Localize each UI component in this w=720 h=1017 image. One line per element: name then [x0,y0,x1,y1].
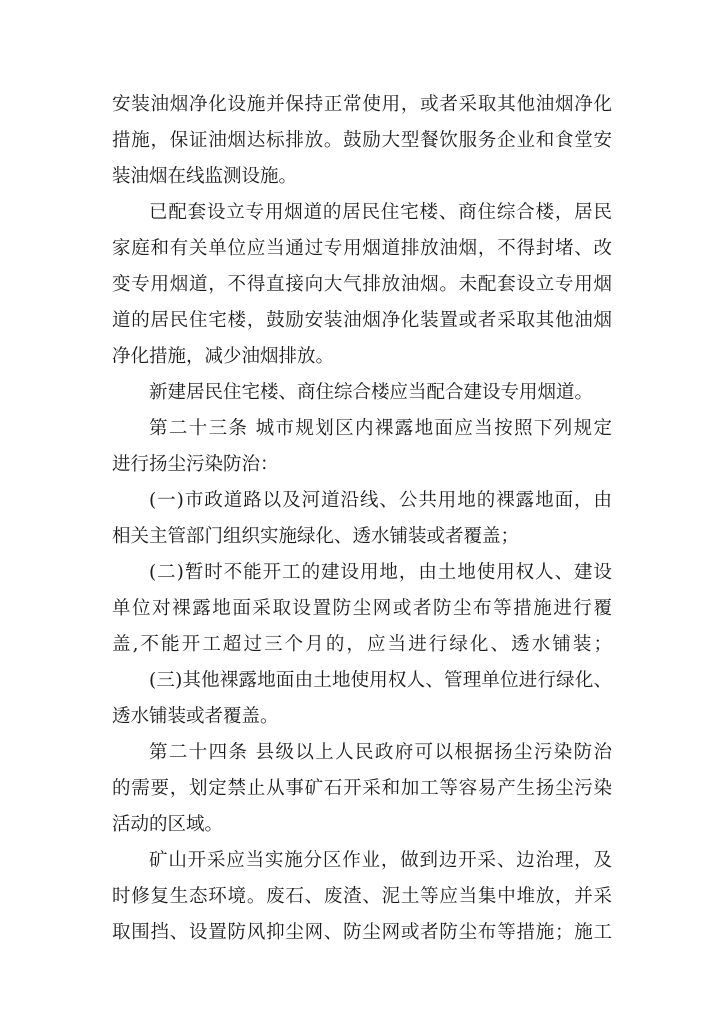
text-line: 净化措施，减少油烟排放。 [112,346,335,367]
article-heading-23: 第二十三条 城市规划区内裸露地面应当按照下列规定 [149,418,612,439]
text-line: 新建居民住宅楼、商住综合楼应当配合建设专用烟道。 [149,382,594,403]
text-line: 时修复生态环境。废石、废渣、泥土等应当集中堆放，并采 [112,886,612,907]
text-line: 措施，保证油烟达标排放。鼓励大型餐饮服务企业和食堂安 [112,130,612,151]
text-line: 已配套设立专用烟道的居民住宅楼、商住综合楼，居民 [149,202,612,223]
text-line: 家庭和有关单位应当通过专用烟道排放油烟，不得封堵、改 [112,238,612,259]
text-line: 道的居民住宅楼，鼓励安装油烟净化装置或者采取其他油烟 [112,310,612,331]
article-heading-24: 第二十四条 县级以上人民政府可以根据扬尘污染防治 [149,742,612,763]
text-line: 透水铺装或者覆盖。 [112,706,279,727]
text-line: 变专用烟道，不得直接向大气排放油烟。未配套设立专用烟 [112,274,612,295]
text-line: 的需要，划定禁止从事矿石开采和加工等容易产生扬尘污染 [112,778,612,799]
text-line: 盖,不能开工超过三个月的，应当进行绿化、透水铺装； [112,634,612,655]
text-line: 进行扬尘污染防治： [112,454,279,475]
text-line: 矿山开采应当实施分区作业，做到边开采、边治理，及 [149,850,612,871]
text-line: 活动的区域。 [112,814,224,835]
text-line: 单位对裸露地面采取设置防尘网或者防尘布等措施进行覆 [112,598,612,619]
text-line: 取围挡、设置防风抑尘网、防尘网或者防尘布等措施；施工 [112,922,612,943]
text-line: 装油烟在线监测设施。 [112,166,298,187]
text-line: 安装油烟净化设施并保持正常使用，或者采取其他油烟净化 [112,94,612,115]
list-item: (三)其他裸露地面由土地使用权人、管理单位进行绿化、 [149,670,612,691]
text-line: 相关主管部门组织实施绿化、透水铺装或者覆盖； [112,526,520,547]
list-item: (二)暂时不能开工的建设用地，由土地使用权人、建设 [149,562,612,583]
list-item: (一)市政道路以及河道沿线、公共用地的裸露地面，由 [149,490,612,511]
